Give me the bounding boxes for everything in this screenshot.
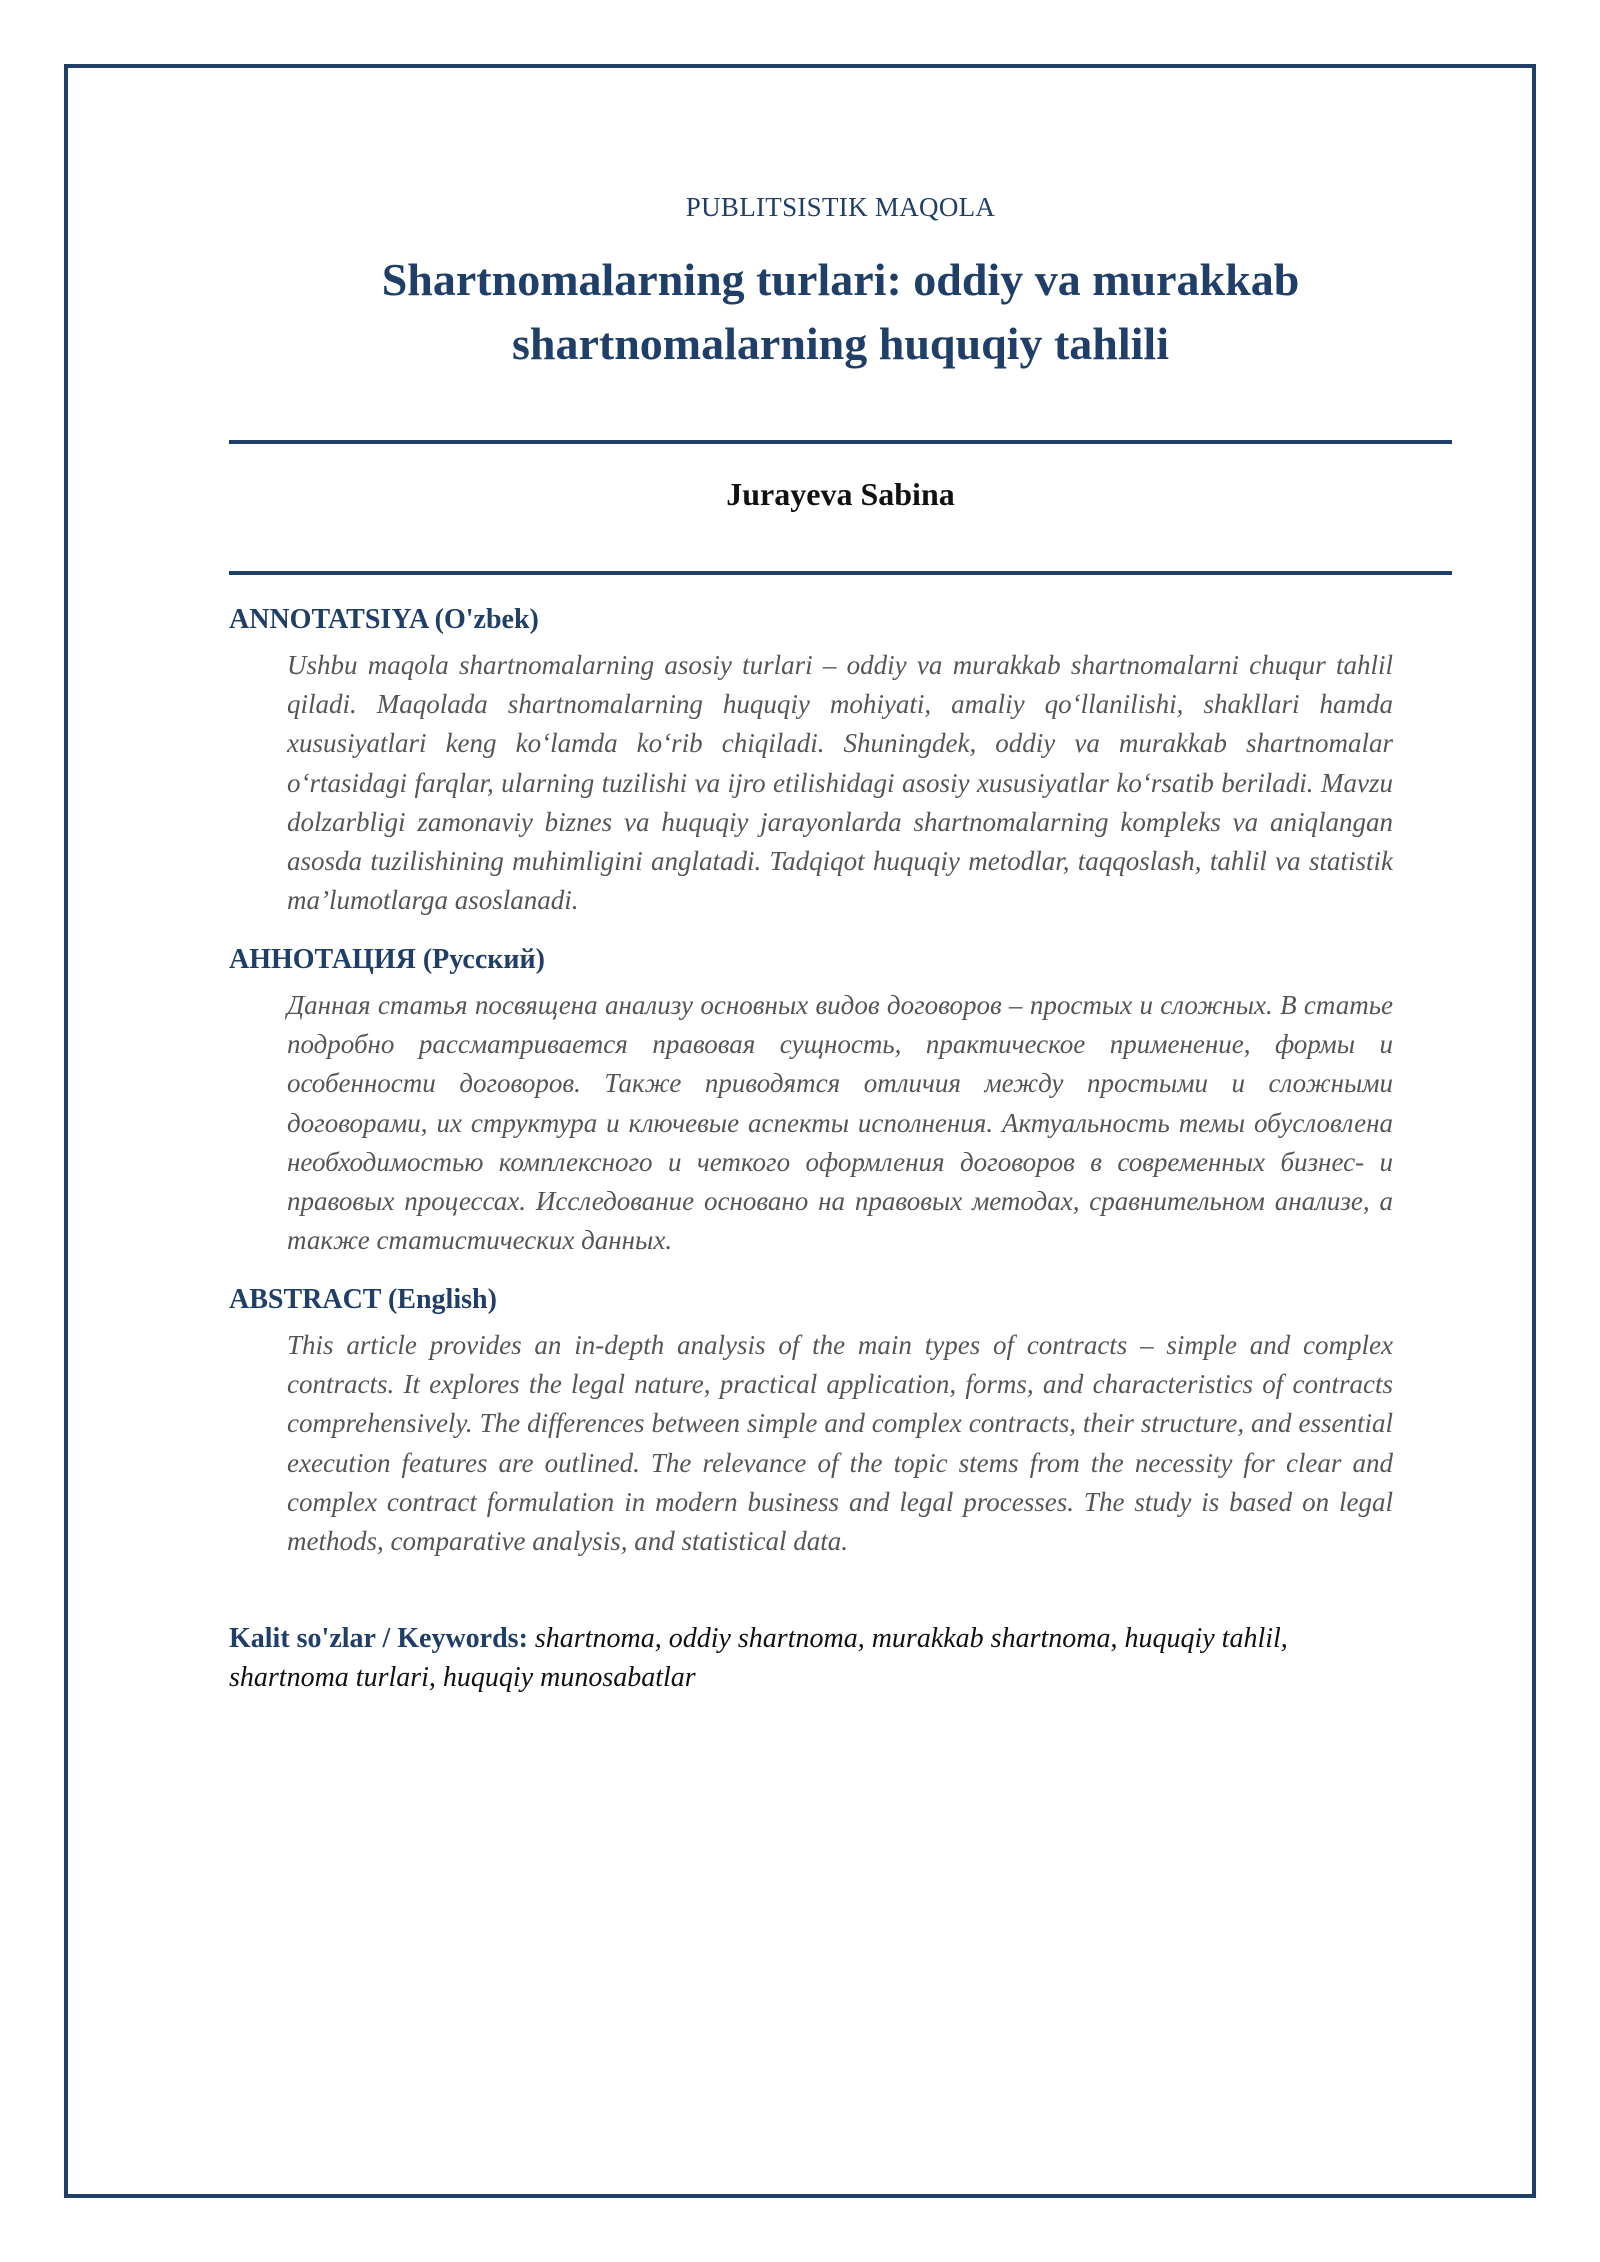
abstract-text-uzbek: Ushbu maqola shartnomalarning asosiy turlari – oddiy va murakkab shartnomalarni chuqur tahlil qiladi. Maqolada shartnomalarning huquqiy mohiyati, amaliy qo‘llanilishi, shakllari hamda xususiyatlari keng ko‘lamda ko‘rib chiqiladi. Shuningdek, oddiy va murakkab shartnomalar o‘rtasidagi farqlar, ularning tuzilishi va ijro etilishidagi asosiy xususiyatlar ko‘rsatib beriladi. Mavzu dolzarbligi zamonaviy biznes va huquqiy jarayonlarda shartnomalarning kompleks va aniqlangan asosda tuzilishining muhimligini anglatadi. Tadqiqot huquqiy metodlar, taqqoslash, tahlil va statistik ma’lumotlarga asoslanadi. <box>287 650 1393 916</box>
article-title: Shartnomalarning turlari: oddiy va murakkab shartnomalarning huquqiy tahlili <box>381 254 1300 369</box>
author-name: Jurayeva Sabina <box>726 476 955 512</box>
abstract-text-english: This article provides an in-depth analysis of the main types of contracts – simple and complex contracts. It explores the legal nature, practical application, forms, and characteristics of contracts comprehensively. The differences between simple and complex contracts, their structure, and essential execution features are outlined. The relevance of the topic stems from the necessity for clear and complex contract formulation in modern business and legal processes. The study is based on legal methods, comparative analysis, and statistical data. <box>287 1330 1393 1557</box>
keywords-text: shartnoma, oddiy shartnoma, murakkab shartnoma, huquqiy tahlil, shartnoma turlari, huquqiy munosabatlar <box>229 1623 1288 1693</box>
article-genre: PUBLITSISTIK MAQOLA <box>685 192 996 222</box>
keywords-label: Kalit so'zlar / Keywords: <box>229 1623 528 1654</box>
author-divider <box>229 571 1452 575</box>
abstract-heading-russian: АННОТАЦИЯ (Русский) <box>229 944 545 975</box>
abstract-text-russian: Данная статья посвящена анализу основных видов договоров – простых и сложных. В статье подробно рассматривается правовая сущность, практическое применение, формы и особенности договоров. Также приводятся отличия между простыми и сложными договорами, их структура и ключевые аспекты исполнения. Актуальность темы обусловлена необходимостью комплексного и четкого оформления договоров в современных бизнес- и правовых процессах. Исследование основано на правовых методах, сравнительном анализе, а также статистических данных. <box>287 990 1393 1256</box>
title-divider <box>229 440 1452 444</box>
keywords <box>229 1619 1409 1697</box>
abstract-heading-uzbek: ANNOTATSIYA (O'zbek) <box>229 604 539 635</box>
abstract-heading-english: ABSTRACT (English) <box>229 1284 497 1315</box>
